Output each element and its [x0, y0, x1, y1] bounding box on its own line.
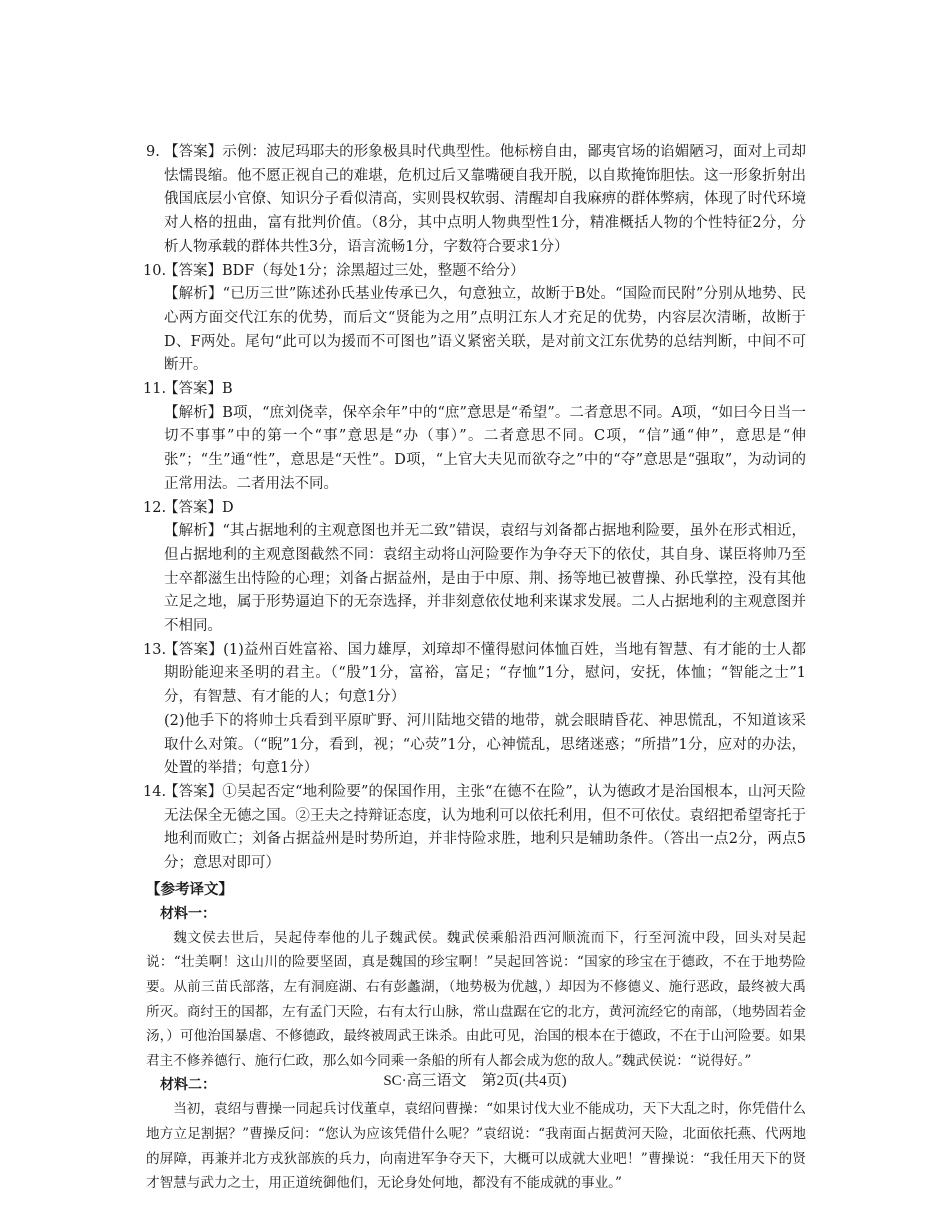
question-number: 13. — [143, 641, 167, 658]
analysis-text: 【解析】B项，“庶刘侥幸，保卒余年”中的“庶”意思是“希望”。二者意思不同。A项，“如曰今日当一切不事事”中的第一个“事”意思是“办（事）”。二者意思不同。C项，“信”通“伸”，意思是“伸张”；“生”通“性”，意思是“天性”。D项，“上官大夫见而欲夺之”中的“夺”意思是“强取”，为动词的正常用法。二者用法不同。 — [164, 404, 806, 492]
material-2-title: 材料二： — [160, 1077, 216, 1094]
answer-text: 【答案】BDF（每处1分；涂黑超过三处，整题不给分） — [164, 262, 525, 279]
question-9 — [146, 141, 806, 260]
question-number: 9. — [146, 144, 160, 160]
material-1-text: 魏文侯去世后，吴起侍奉他的儿子魏武侯。魏武侯乘船沿西河顺流而下，行至河流中段，回头对吴起说：“壮美啊！这山川的险要坚固，真是魏国的珍宝啊！”吴起回答说：“国家的珍宝在于德政，不在于地势险要。从前三苗氏部落，左有洞庭湖、右有彭蠡湖，（地势极为优越，）却因为不修德义、施行恶政，最终被大禹所灭。商纣王的国都，左有孟门天险，右有太行山脉，常山盘踞在它的北方，黄河流经它的南部，（地势固若金汤，）可他治国暴虐、不修德政，最终被周武王诛杀。由此可见，治国的根本在于德政，不在于山河险要。如果君主不修养德行、施行仁政，那么如今同乘一条船的所有人都会成为您的敌人。”魏武侯说：“说得好。” — [146, 929, 806, 1069]
material-1-title: 材料一： — [160, 905, 216, 922]
question-14 — [143, 781, 806, 876]
question-number: 12. — [143, 499, 167, 516]
page-footer: SC·高三语文 第2页(共4页) — [383, 1073, 567, 1089]
question-number: 10. — [143, 262, 167, 279]
analysis-text: 【解析】“已历三世”陈述孙氏基业传承已久，句意独立，故断于B处。“国险而民附”分别从地势、民心两方面交代江东的优势，而后文“贤能为之用”点明江东人才充足的优势，内容层次清晰，故断于D、F两处。尾句“此可以为援而不可图也”语义紧密关联，是对前文江东优势的总结判断，中间不可断开。 — [164, 286, 806, 374]
question-10 — [143, 260, 806, 379]
answer-text: 【答案】示例：波尼玛耶夫的形象极具时代典型性。他标榜自由，鄙夷官场的谄媚陋习，面对上司却怯懦畏缩。他不愿正视自己的难堪，危机过后又靠嘴硬自我开脱，以自欺掩饰胆怯。这一形象折射出俄国底层小官僚、知识分子看似清高，实则畏权软弱、清醒却自我麻痹的群体弊病，体现了时代环境对人格的扭曲，富有批判价值。（8分，其中点明人物典型性1分，精准概括人物的个性特征2分，分析人物承载的群体共性3分，语言流畅1分，字数符合要求1分） — [164, 144, 806, 255]
question-number: 11. — [143, 381, 167, 398]
answer-part-2: (2)他手下的将帅士兵看到平原旷野、河川陆地交错的地带，就会眼睛昏花、神思慌乱，不知道该采取什么对策。（“睨”1分，看到，视；“心荧”1分，心神慌乱，思绪迷惑；“所措”1分，应对的办法，处置的举措；句意1分） — [164, 712, 806, 777]
question-number: 14. — [143, 783, 167, 800]
answer-text: 【答案】①吴起否定“地利险要”的保国作用，主张“在德不在险”，认为德政才是治国根本，山河天险无法保全无德之国。②王夫之持辩证态度，认为地利可以依托利用，但不可依仗。袁绍把希望寄托于地利而败亡；刘备占据益州是时势所迫，并非恃险求胜，地利只是辅助条件。（答出一点2分，两点5分；意思对即可） — [164, 783, 806, 872]
answer-text: 【答案】D — [164, 499, 234, 516]
analysis-text: 【解析】“其占据地利的主观意图也并无二致”错误，袁绍与刘备都占据地利险要，虽外在形式相近，但占据地利的主观意图截然不同：袁绍主动将山河险要作为争夺天下的依仗，其自身、谋臣将帅乃至士卒都滋生出恃险的心理；刘备占据益州，是由于中原、荆、扬等地已被曹操、孙氏掌控，没有其他立足之地，属于形势逼迫下的无奈选择，并非刻意依仗地利来谋求发展。二人占据地利的主观意图并不相同。 — [164, 523, 806, 635]
answer-part-1: 【答案】(1)益州百姓富裕、国力雄厚，刘璋却不懂得慰问体恤百姓，当地有智慧、有才能的士人都期盼能迎来圣明的君主。（“殷”1分，富裕，富足；“存恤”1分，慰问，安抚，体恤；“智能之士”1分，有智慧、有才能的人；句意1分） — [164, 641, 806, 706]
question-13 — [143, 639, 806, 781]
answer-content — [143, 141, 806, 1196]
reference-translation-heading: 【参考译文】 — [146, 881, 233, 898]
answer-text: 【答案】B — [164, 381, 233, 398]
question-12 — [143, 497, 806, 639]
material-2-text: 当初，袁绍与曹操一同起兵讨伐董卓，袁绍问曹操：“如果讨伐大业不能成功，天下大乱之时，你凭借什么地方立足割据？”曹操反问：“您认为应该凭借什么呢？”袁绍说：“我南面占据黄河天险，北面依托燕、代两地的屏障，再兼并北方戎狄部族的兵力，向南进军争夺天下，大概可以成就大业吧！”曹操说：“我任用天下的贤才智慧与武力之士，用正道统御他们，无论身处何地，都没有不能成就的事业。” — [146, 1101, 806, 1192]
question-11 — [143, 378, 806, 497]
